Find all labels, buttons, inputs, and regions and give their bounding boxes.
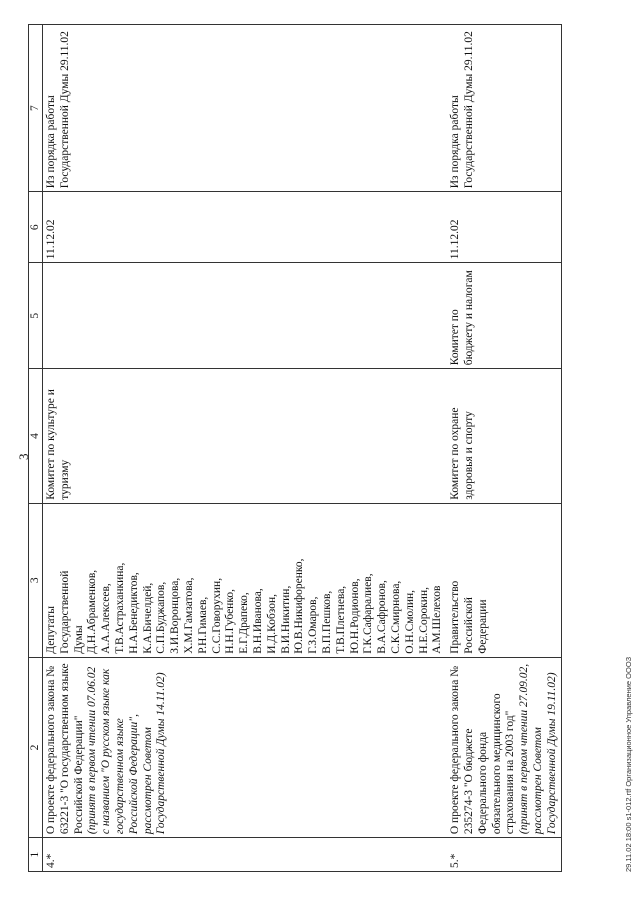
- initiator-line: С.К.Смирнова,: [389, 580, 402, 654]
- initiator-line: Н.А.Бенедиктов,: [127, 572, 140, 654]
- column-number-row: [29, 25, 43, 872]
- initiator-line: В.А.Сафронов,: [376, 580, 389, 654]
- page-number: 3: [16, 453, 31, 460]
- bill-note: (принят в первом чтении 07.06.02 с названием "О русском языке как государственном языке Российской Федерации", рассмотрен Советом Государственной Думы 14.11.02): [86, 666, 168, 835]
- table-row: [43, 25, 448, 872]
- col-header-5: 5: [29, 263, 43, 369]
- col-header-7: 7: [29, 25, 43, 192]
- initiators: [447, 503, 562, 657]
- initiator-line: Н.Е.Сорокин,: [417, 587, 430, 654]
- bill-title: О проекте федерального закона № 235274-3 "О бюджете Федерального фонда обязательного медицинского страхования на 2003 год": [449, 665, 517, 835]
- col-header-4: 4: [29, 369, 43, 503]
- initiator-line: Р.Н.Гимаев,: [196, 596, 209, 654]
- initiator-line: В.П.Пешков,: [320, 590, 333, 654]
- table-row: [447, 25, 562, 872]
- initiator-line: Ю.Н.Родионов,: [348, 578, 361, 654]
- initiator-line: Т.В.Плетнева,: [334, 585, 347, 654]
- consideration-date: 11.12.02: [447, 192, 562, 263]
- initiator-line: К.А.Бичелдей,: [141, 582, 154, 654]
- initiator-line: А.А.Алексеев,: [100, 583, 113, 654]
- initiator-line: И.Д.Кобзон,: [265, 593, 278, 654]
- initiator-line: З.И.Воронцова,: [169, 577, 182, 654]
- initiator-line: Государственной: [58, 570, 71, 654]
- initiator-line: Е.Г.Драпеко,: [238, 592, 251, 654]
- initiator-line: О.Н.Смолин,: [403, 589, 416, 654]
- col-header-3: 3: [29, 503, 43, 657]
- responsible-committee: Комитет по охране здоровья и спорту: [447, 369, 562, 503]
- initiator-line: Д.Н.Абраменков,: [86, 569, 99, 654]
- initiator-line: В.И.Никитин,: [279, 585, 292, 654]
- col-header-1: 1: [29, 838, 43, 872]
- initiator-line: С.С.Говорухин,: [210, 577, 223, 654]
- initiator-line: Н.Н.Губенко,: [224, 589, 237, 654]
- initiator-line: Думы: [72, 625, 85, 654]
- co-committee: Комитет по бюджету и налогам: [447, 263, 562, 369]
- initiator-line: Ю.В.Никифоренко,: [293, 558, 306, 654]
- initiator-line: Правительство: [449, 580, 462, 654]
- basis: Из порядка работы Государственной Думы 29.11.02: [43, 25, 448, 192]
- row-number: 5.*: [447, 838, 562, 872]
- agenda-table: [28, 24, 562, 872]
- co-committee: [43, 263, 448, 369]
- initiator-line: Г.К.Сафаралиев,: [362, 573, 375, 654]
- initiator-line: Х.М.Гамзатова,: [182, 577, 195, 654]
- initiators: [43, 503, 448, 657]
- bill-description: [447, 657, 562, 837]
- footer-file-info: 29.11.02 18:00 s1-012.rtf Организационное Управление ОООЗ: [624, 656, 633, 872]
- bill-note: (принят в первом чтении 27.09.02, рассмотрен Советом Государственной Думы 19.11.02): [518, 663, 558, 835]
- col-header-2: 2: [29, 657, 43, 837]
- initiator-line: Российской: [462, 597, 475, 654]
- bill-title: О проекте федерального закона № 63221-3 "О государственном языке Российской Федерации": [45, 663, 85, 835]
- basis: Из порядка работы Государственной Думы 29.11.02: [447, 25, 562, 192]
- initiator-line: Федерации: [476, 599, 489, 654]
- initiator-line: А.М.Шелехов: [431, 585, 444, 654]
- responsible-committee: Комитет по культуре и туризму: [43, 369, 448, 503]
- initiator-line: Т.В.Астраханкина,: [113, 562, 126, 654]
- initiator-line: В.Н.Иванова,: [251, 588, 264, 654]
- row-number: 4.*: [43, 838, 448, 872]
- col-header-6: 6: [29, 192, 43, 263]
- consideration-date: 11.12.02: [43, 192, 448, 263]
- initiator-line: Г.З.Омаров,: [307, 596, 320, 654]
- initiator-line: Депутаты: [45, 606, 57, 654]
- initiator-line: С.П.Буджапов,: [155, 581, 168, 654]
- bill-description: [43, 657, 448, 837]
